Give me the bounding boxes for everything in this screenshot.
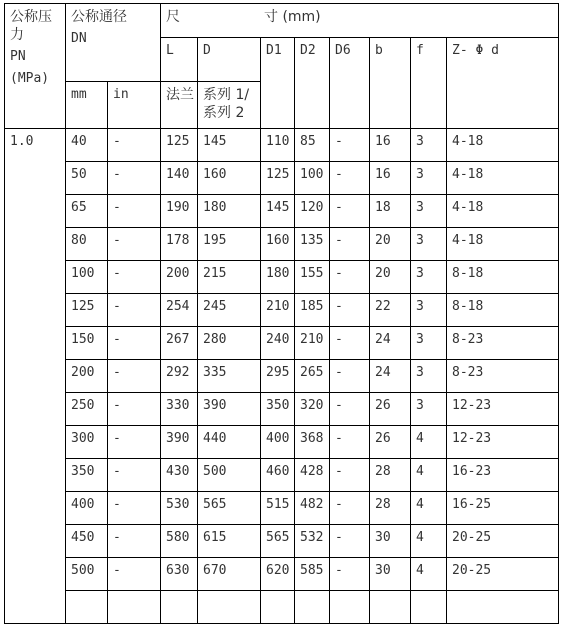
cell-d6: -	[330, 129, 370, 162]
cell-z: 4-18	[447, 162, 559, 195]
pn-header-label: 公称压力	[10, 9, 52, 43]
cell-b: 18	[370, 195, 411, 228]
cell-d2: 85	[295, 129, 330, 162]
cell-d1: 460	[261, 459, 295, 492]
cell-l: 330	[161, 393, 198, 426]
cell-in: -	[108, 228, 161, 261]
empty-cell	[447, 591, 559, 624]
table-row	[5, 129, 559, 162]
cell-f: 3	[411, 294, 447, 327]
cell-b: 16	[370, 162, 411, 195]
table-row	[5, 426, 559, 459]
cell-mm: 500	[66, 558, 108, 591]
cell-d2: 185	[295, 294, 330, 327]
cell-in: -	[108, 360, 161, 393]
cell-d: 160	[198, 162, 261, 195]
cell-d: 670	[198, 558, 261, 591]
cell-d6: -	[330, 261, 370, 294]
cell-d6: -	[330, 327, 370, 360]
table-row	[5, 294, 559, 327]
cell-l: 178	[161, 228, 198, 261]
cell-b: 24	[370, 360, 411, 393]
cell-d: 195	[198, 228, 261, 261]
dn-header-cell	[66, 4, 161, 82]
cell-d2: 320	[295, 393, 330, 426]
cell-l: 140	[161, 162, 198, 195]
cell-z: 12-23	[447, 426, 559, 459]
cell-d: 280	[198, 327, 261, 360]
cell-d: 245	[198, 294, 261, 327]
cell-z: 8-23	[447, 360, 559, 393]
table-row	[5, 360, 559, 393]
cell-l: 254	[161, 294, 198, 327]
cell-in: -	[108, 459, 161, 492]
cell-d2: 265	[295, 360, 330, 393]
cell-d2: 100	[295, 162, 330, 195]
table-row	[5, 393, 559, 426]
col-header-D2: D2	[295, 38, 330, 129]
series-line-1: 系列 1/	[203, 87, 250, 103]
cell-d1: 565	[261, 525, 295, 558]
cell-b: 22	[370, 294, 411, 327]
cell-mm: 400	[66, 492, 108, 525]
cell-d6: -	[330, 525, 370, 558]
table-row	[5, 459, 559, 492]
cell-b: 16	[370, 129, 411, 162]
col-header-mm: mm	[66, 82, 108, 129]
empty-cell	[411, 591, 447, 624]
cell-d1: 160	[261, 228, 295, 261]
cell-z: 4-18	[447, 129, 559, 162]
cell-l: 200	[161, 261, 198, 294]
cell-d6: -	[330, 360, 370, 393]
cell-mm: 125	[66, 294, 108, 327]
col-header-D6: D6	[330, 38, 370, 129]
cell-f: 3	[411, 129, 447, 162]
col-header-z: Z- Φ d	[447, 38, 559, 129]
cell-d: 565	[198, 492, 261, 525]
series-line-2: 系列 2	[203, 105, 245, 121]
col-header-L: L	[161, 38, 198, 82]
cell-d: 440	[198, 426, 261, 459]
cell-in: -	[108, 558, 161, 591]
table-row	[5, 195, 559, 228]
cell-l: 125	[161, 129, 198, 162]
cell-d1: 350	[261, 393, 295, 426]
cell-z: 16-25	[447, 492, 559, 525]
cell-f: 3	[411, 228, 447, 261]
cell-in: -	[108, 393, 161, 426]
cell-in: -	[108, 195, 161, 228]
cell-z: 8-18	[447, 294, 559, 327]
cell-b: 30	[370, 558, 411, 591]
col-header-b: b	[370, 38, 411, 129]
table-row	[5, 492, 559, 525]
cell-d2: 532	[295, 525, 330, 558]
cell-mm: 150	[66, 327, 108, 360]
cell-in: -	[108, 162, 161, 195]
col-header-series	[198, 82, 261, 129]
dn-header-label: 公称通径	[71, 9, 127, 25]
table-row	[5, 525, 559, 558]
cell-z: 8-23	[447, 327, 559, 360]
cell-mm: 350	[66, 459, 108, 492]
cell-d6: -	[330, 393, 370, 426]
col-header-flange: 法兰	[161, 82, 198, 129]
cell-d1: 400	[261, 426, 295, 459]
cell-d1: 210	[261, 294, 295, 327]
cell-z: 20-25	[447, 558, 559, 591]
cell-d2: 585	[295, 558, 330, 591]
col-header-in: in	[108, 82, 161, 129]
cell-l: 190	[161, 195, 198, 228]
cell-d: 615	[198, 525, 261, 558]
empty-cell	[108, 591, 161, 624]
cell-in: -	[108, 294, 161, 327]
empty-cell	[161, 591, 198, 624]
cell-f: 3	[411, 162, 447, 195]
header-row-1	[5, 4, 559, 38]
cell-mm: 300	[66, 426, 108, 459]
table-row	[5, 162, 559, 195]
cell-d1: 295	[261, 360, 295, 393]
cell-in: -	[108, 129, 161, 162]
cell-z: 4-18	[447, 228, 559, 261]
cell-f: 3	[411, 360, 447, 393]
cell-d1: 145	[261, 195, 295, 228]
cell-f: 3	[411, 261, 447, 294]
cell-in: -	[108, 261, 161, 294]
col-header-f: f	[411, 38, 447, 129]
cell-b: 20	[370, 261, 411, 294]
cell-mm: 450	[66, 525, 108, 558]
cell-z: 8-18	[447, 261, 559, 294]
cell-d: 500	[198, 459, 261, 492]
cell-b: 26	[370, 393, 411, 426]
cell-d1: 515	[261, 492, 295, 525]
cell-d6: -	[330, 426, 370, 459]
table-row	[5, 261, 559, 294]
cell-l: 580	[161, 525, 198, 558]
cell-d2: 135	[295, 228, 330, 261]
cell-f: 4	[411, 558, 447, 591]
pn-header-code: PN	[10, 49, 26, 64]
cell-mm: 200	[66, 360, 108, 393]
cell-d6: -	[330, 492, 370, 525]
cell-mm: 80	[66, 228, 108, 261]
cell-d1: 125	[261, 162, 295, 195]
cell-f: 4	[411, 492, 447, 525]
cell-d6: -	[330, 195, 370, 228]
cell-b: 28	[370, 459, 411, 492]
cell-d1: 620	[261, 558, 295, 591]
cell-f: 3	[411, 393, 447, 426]
table-row	[5, 558, 559, 591]
cell-mm: 100	[66, 261, 108, 294]
cell-b: 20	[370, 228, 411, 261]
cell-f: 3	[411, 195, 447, 228]
pn-header-cell	[5, 4, 66, 129]
cell-d2: 210	[295, 327, 330, 360]
cell-d: 335	[198, 360, 261, 393]
cell-l: 267	[161, 327, 198, 360]
empty-cell	[370, 591, 411, 624]
cell-l: 292	[161, 360, 198, 393]
empty-cell	[66, 591, 108, 624]
cell-f: 4	[411, 426, 447, 459]
table-row	[5, 327, 559, 360]
cell-l: 530	[161, 492, 198, 525]
cell-z: 12-23	[447, 393, 559, 426]
empty-cell	[261, 591, 295, 624]
cell-in: -	[108, 327, 161, 360]
cell-z: 4-18	[447, 195, 559, 228]
size-header-cell	[161, 4, 559, 38]
table-row-cut	[5, 591, 559, 624]
cell-d1: 240	[261, 327, 295, 360]
cell-z: 20-25	[447, 525, 559, 558]
cell-d: 215	[198, 261, 261, 294]
col-header-D1: D1	[261, 38, 295, 129]
cell-d2: 155	[295, 261, 330, 294]
empty-cell	[198, 591, 261, 624]
cell-d: 180	[198, 195, 261, 228]
cell-d2: 120	[295, 195, 330, 228]
cell-in: -	[108, 426, 161, 459]
cell-d2: 428	[295, 459, 330, 492]
dn-header-code: DN	[71, 31, 87, 46]
cell-d6: -	[330, 162, 370, 195]
cell-d1: 180	[261, 261, 295, 294]
cell-f: 4	[411, 525, 447, 558]
cell-d: 390	[198, 393, 261, 426]
col-header-D: D	[198, 38, 261, 82]
table-row	[5, 228, 559, 261]
cell-d6: -	[330, 558, 370, 591]
cell-b: 24	[370, 327, 411, 360]
flange-dimension-table	[4, 3, 559, 624]
cell-l: 390	[161, 426, 198, 459]
pn-value-cell: 1.0	[5, 129, 66, 624]
cell-d2: 368	[295, 426, 330, 459]
cell-f: 3	[411, 327, 447, 360]
empty-cell	[295, 591, 330, 624]
cell-l: 430	[161, 459, 198, 492]
empty-cell	[330, 591, 370, 624]
cell-d6: -	[330, 294, 370, 327]
cell-d: 145	[198, 129, 261, 162]
cell-b: 26	[370, 426, 411, 459]
cell-b: 28	[370, 492, 411, 525]
cell-in: -	[108, 525, 161, 558]
cell-l: 630	[161, 558, 198, 591]
cell-b: 30	[370, 525, 411, 558]
cell-mm: 65	[66, 195, 108, 228]
size-header-unit: 寸 (mm)	[264, 9, 321, 25]
cell-d1: 110	[261, 129, 295, 162]
cell-f: 4	[411, 459, 447, 492]
cell-d6: -	[330, 459, 370, 492]
cell-d6: -	[330, 228, 370, 261]
pn-header-unit: (MPa)	[10, 71, 50, 86]
cell-z: 16-23	[447, 459, 559, 492]
cell-d2: 482	[295, 492, 330, 525]
cell-in: -	[108, 492, 161, 525]
cell-mm: 40	[66, 129, 108, 162]
size-header-label: 尺	[166, 9, 180, 25]
cell-mm: 50	[66, 162, 108, 195]
cell-mm: 250	[66, 393, 108, 426]
